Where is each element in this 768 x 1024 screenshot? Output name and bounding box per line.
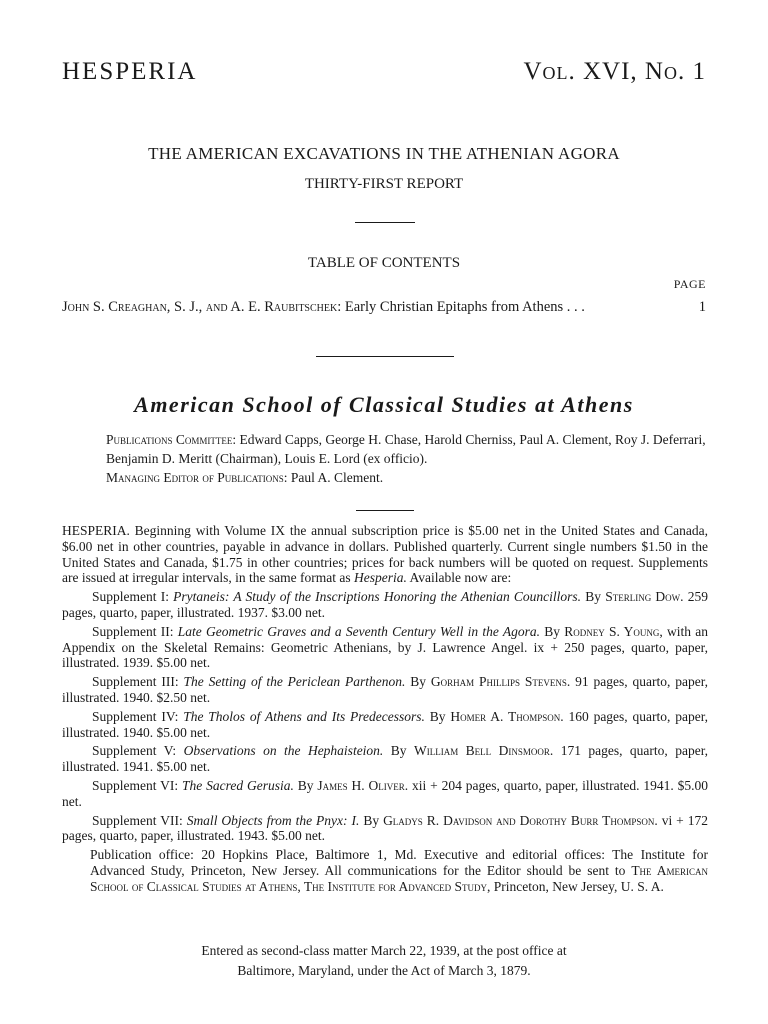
divider-rule — [316, 356, 454, 357]
editor-name: Paul A. Clement. — [290, 470, 384, 485]
toc-heading: TABLE OF CONTENTS — [307, 255, 461, 271]
supplement-item: Supplement I: Prytaneis: A Study of the Inscriptions Honoring the Athenian Councillors. By Sterling Dow. 259 pages, quarto, paper, illustrated. 1937. $3.00 net. — [62, 589, 709, 620]
supplement-item: Supplement V: Observations on the Hephaisteion. By William Bell Dinsmoor. 171 pages, quarto, paper, illustrated. 1941. $5.00 net. — [62, 743, 709, 775]
toc-entry-authors: John S. Creaghan, S. J., and A. E. Raubitschek: — [62, 299, 342, 315]
report-title: THE AMERICAN EXCAVATIONS IN THE ATHENIAN AGORA — [148, 144, 620, 163]
supplement-item: Supplement III: The Setting of the Periclean Parthenon. By Gorham Phillips Stevens. 91 pages, quarto, paper, illustrated. 1940. $2.50 net. — [62, 674, 709, 705]
subscription-notice — [62, 523, 708, 895]
publications-committee — [106, 430, 708, 468]
supplement-item: Supplement VI: The Sacred Gerusia. By James H. Oliver. xii + 204 pages, quarto, paper, illustrated. 1941. $5.00 net. — [62, 777, 708, 809]
toc-entry-title: Early Christian Epitaphs from Athens . . . — [344, 299, 585, 315]
committee-members: Edward Capps, George H. Chase, Harold Cherniss, Paul A. Clement, Roy J. Deferrari, Benjamin D. Meritt (Chairman), Louis E. Lord (ex officio). — [106, 432, 706, 466]
entry-notice — [0, 941, 768, 981]
toc-entry-page: 1 — [698, 299, 706, 315]
toc-page-label: PAGE — [673, 277, 706, 291]
toc-entry[interactable] — [62, 299, 706, 316]
managing-editor — [106, 470, 708, 486]
editor-label: Managing Editor of Publications: — [106, 470, 288, 485]
volume-info: Vol. XVI, No. 1 — [523, 58, 706, 85]
school-name: American School of Classical Studies at Athens — [134, 392, 634, 417]
divider-rule — [355, 222, 415, 223]
report-subtitle: THIRTY-FIRST REPORT — [304, 176, 464, 192]
entry-line-2: Baltimore, Maryland, under the Act of March 3, 1879. — [237, 963, 531, 978]
supplement-item: Supplement VII: Small Objects from the Pnyx: I. By Gladys R. Davidson and Dorothy Burr Thompson. vi + 172 pages, quarto, paper, illustrated. 1943. $5.00 net. — [62, 812, 708, 844]
divider-rule — [356, 510, 414, 511]
notice-intro: HESPERIA. Beginning with Volume IX the annual subscription price is $5.00 net in the United States and Canada, $6.00 net in other countries, payable in advance in dollars. Published quarterly. Current single numbers $1.50 in the United States and Canada, $1.75 in other countries; prices for back numbers will be quoted on request. Supplements are issued at irregular intervals, in the same format as Hesperia. Available now are: — [62, 523, 708, 586]
publication-office: Publication office: 20 Hopkins Place, Baltimore 1, Md. Executive and editorial offices: The Institute for Advanced Study, Princeton, New Jersey. All communications for the Editor should be sent to The American School of Classical Studies at Athens, The Institute for Advanced Study, Princeton, New Jersey, U. S. A. — [90, 847, 708, 894]
journal-name: HESPERIA — [62, 58, 198, 85]
committee-label: Publications Committee: — [106, 432, 237, 447]
supplement-item: Supplement II: Late Geometric Graves and a Seventh Century Well in the Agora. By Rodney S. Young, with an Appendix on the Skeletal Remains: Geometric Athenians, by J. Lawrence Angel. ix + 250 pages, quarto, paper, illustrated. 1939. $5.00 net. — [62, 623, 709, 671]
entry-line-1: Entered as second-class matter March 22, 1939, at the post office at — [201, 943, 567, 958]
supplement-item: Supplement IV: The Tholos of Athens and Its Predecessors. By Homer A. Thompson. 160 pages, quarto, paper, illustrated. 1940. $5.00 net. — [62, 708, 709, 740]
